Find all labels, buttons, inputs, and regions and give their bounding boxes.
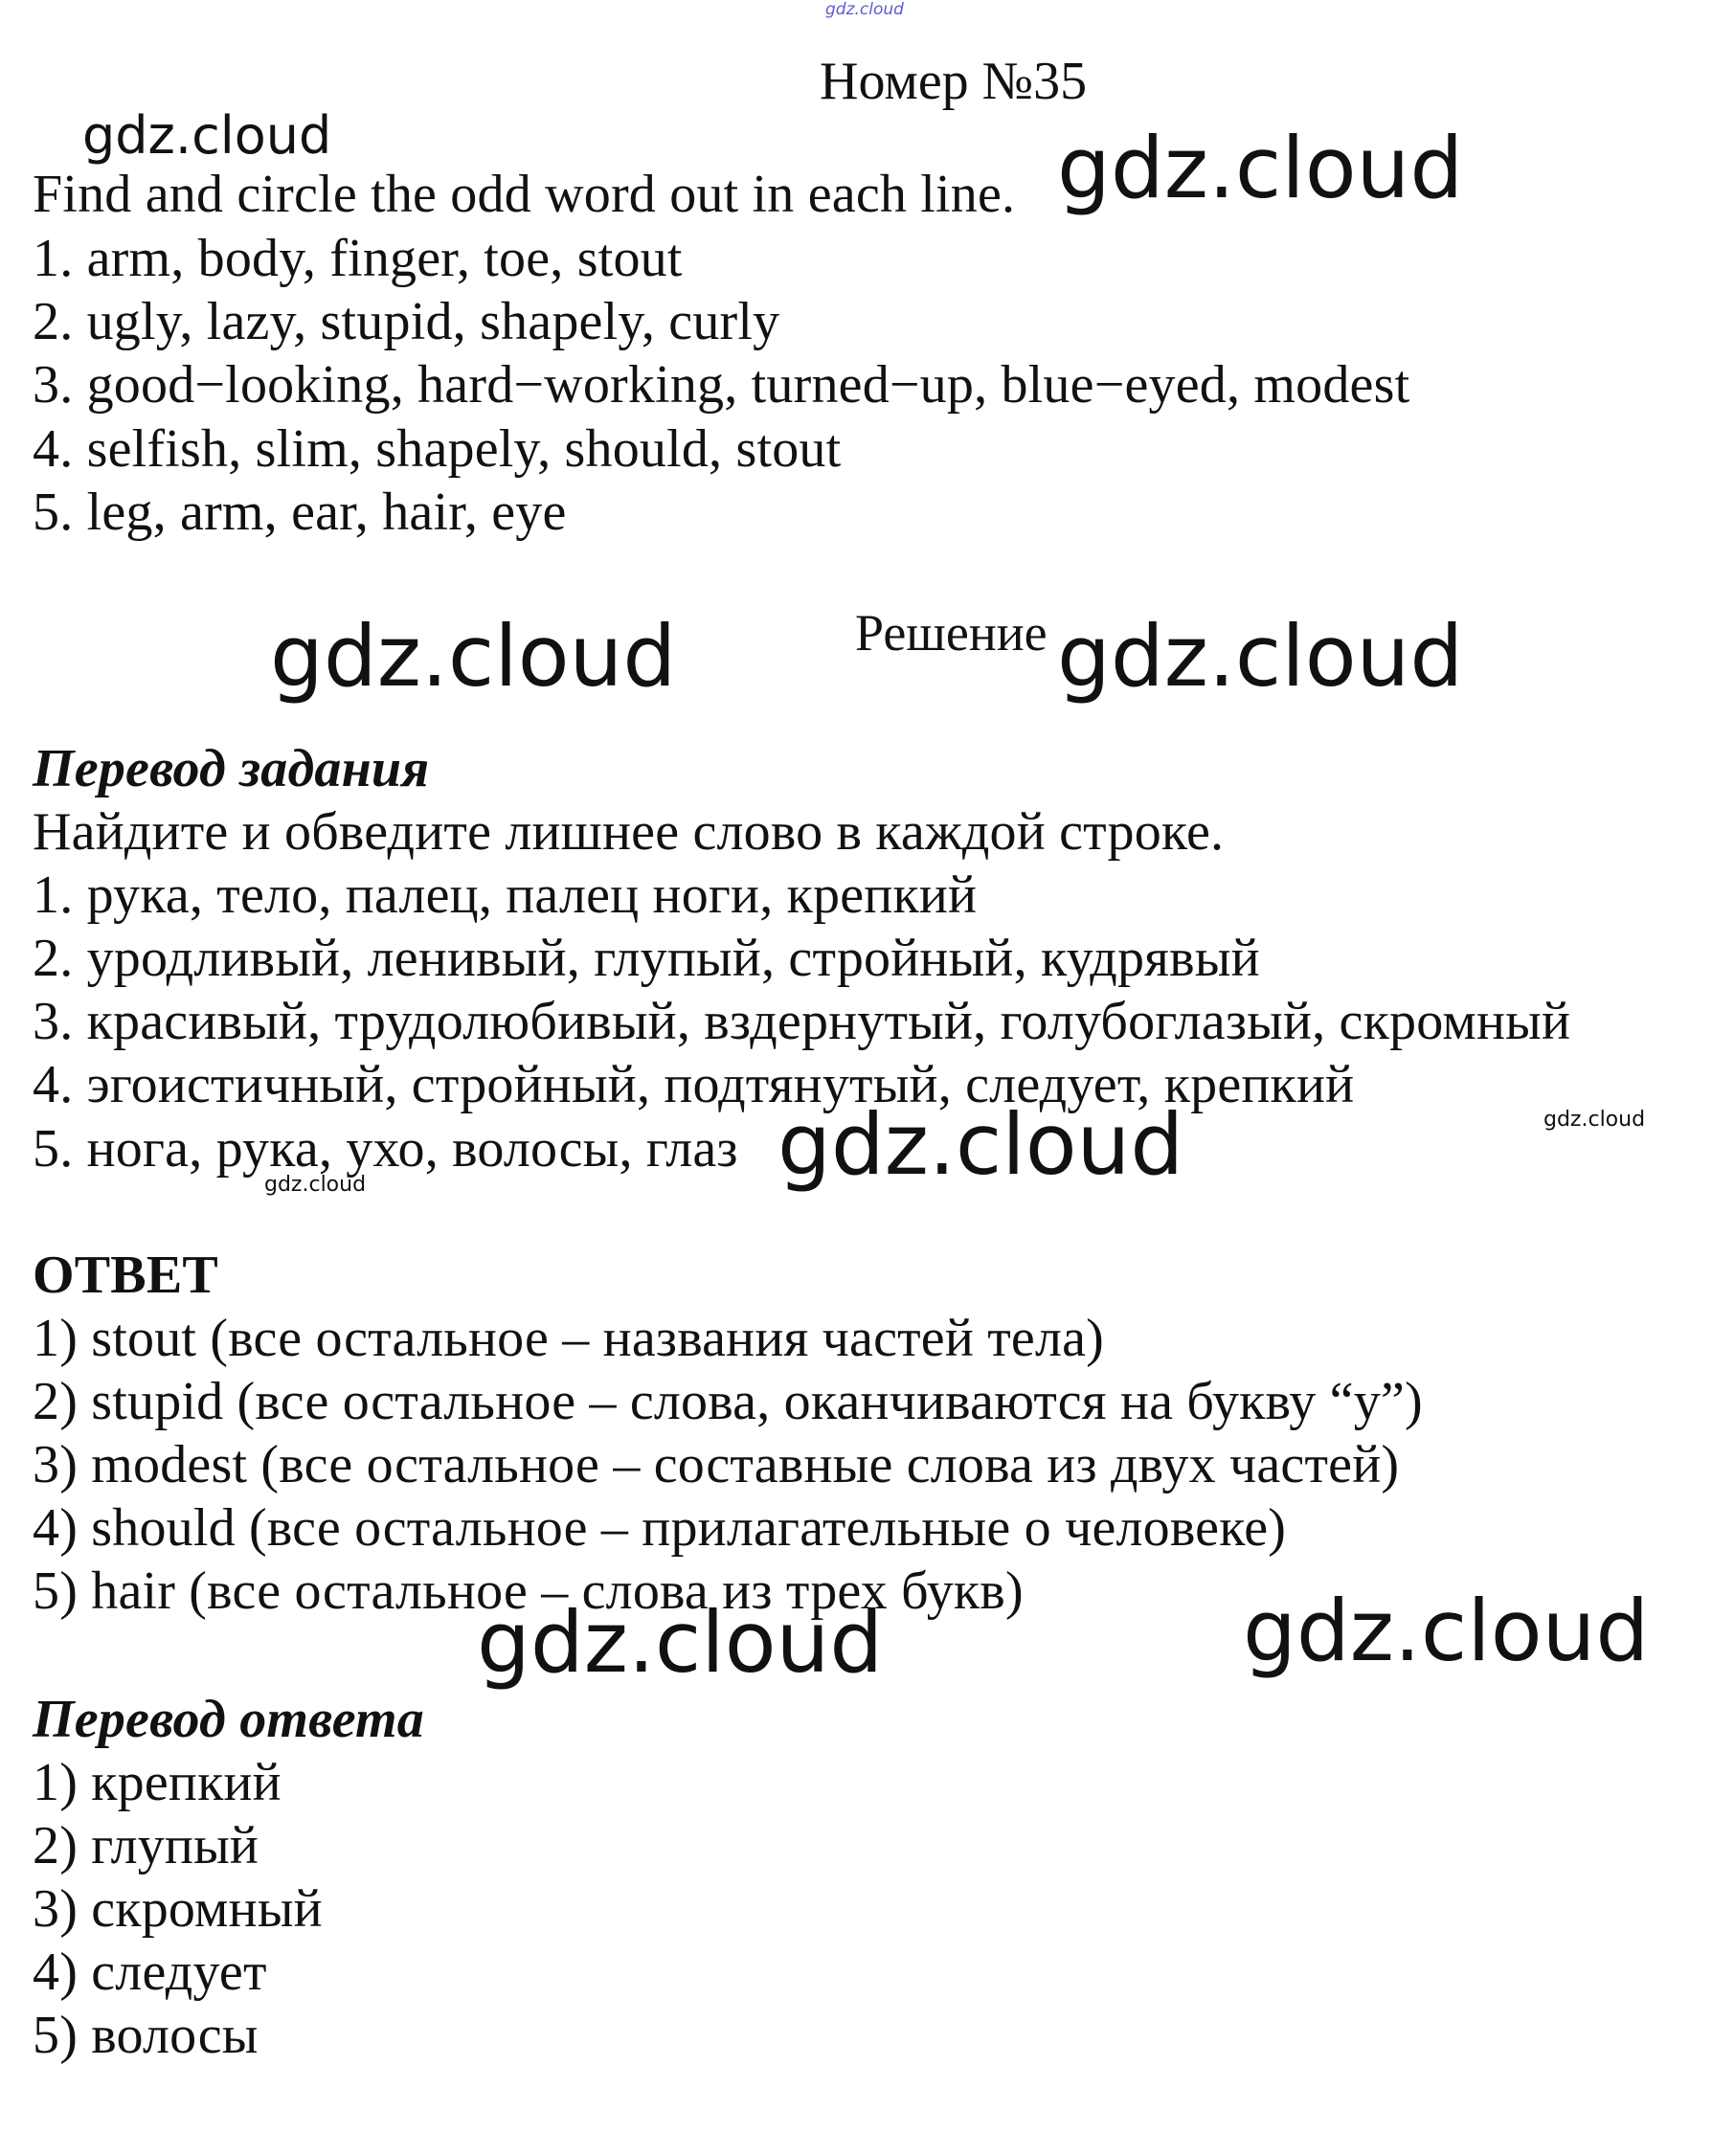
translation-answer-line-3: 3) скромный xyxy=(33,1879,323,1939)
watermark: gdz.cloud xyxy=(477,1593,884,1692)
answer-line-5: 5) hair (все остальное – слова из трех букв) xyxy=(33,1561,1024,1621)
watermark: gdz.cloud xyxy=(264,1173,367,1197)
watermark-top: gdz.cloud xyxy=(825,0,904,19)
translation-task-heading: Перевод задания xyxy=(33,739,430,798)
translation-answer-line-4: 4) следует xyxy=(33,1943,267,2002)
page-title: Номер №35 xyxy=(820,52,1088,111)
solution-label: Решение xyxy=(855,604,1048,662)
task-line-1: 1. arm, body, finger, toe, stout xyxy=(33,229,683,288)
answer-line-2: 2) stupid (все остальное – слова, оканчиваются на букву “y”) xyxy=(33,1372,1423,1431)
translation-task-instruction: Найдите и обведите лишнее слово в каждой строке. xyxy=(33,802,1225,862)
task-line-2: 2. ugly, lazy, stupid, shapely, curly xyxy=(33,292,780,351)
watermark: gdz.cloud xyxy=(1057,607,1464,706)
watermark: gdz.cloud xyxy=(270,607,677,706)
watermark: gdz.cloud xyxy=(82,105,332,166)
watermark: gdz.cloud xyxy=(1543,1108,1646,1132)
answer-line-1: 1) stout (все остальное – названия частей тела) xyxy=(33,1309,1105,1368)
translation-task-line-4: 4. эгоистичный, стройный, подтянутый, следует, крепкий xyxy=(33,1055,1355,1114)
translation-answer-heading: Перевод ответа xyxy=(33,1690,424,1749)
translation-task-line-3: 3. красивый, трудолюбивый, вздернутый, голубоглазый, скромный xyxy=(33,992,1571,1051)
task-line-5: 5. leg, arm, ear, hair, eye xyxy=(33,483,567,542)
answer-line-3: 3) modest (все остальное – составные слова из двух частей) xyxy=(33,1435,1400,1494)
watermark: gdz.cloud xyxy=(1057,119,1464,217)
answer-heading: ОТВЕТ xyxy=(33,1246,218,1305)
translation-answer-line-1: 1) крепкий xyxy=(33,1753,282,1812)
translation-task-line-1: 1. рука, тело, палец, палец ноги, крепкий xyxy=(33,865,978,925)
watermark: gdz.cloud xyxy=(777,1095,1184,1194)
translation-task-line-5: 5. нога, рука, ухо, волосы, глаз xyxy=(33,1119,738,1179)
translation-answer-line-2: 2) глупый xyxy=(33,1816,259,1875)
task-instruction: Find and circle the odd word out in each line. xyxy=(33,165,1016,224)
task-line-4: 4. selfish, slim, shapely, should, stout xyxy=(33,419,842,479)
watermark: gdz.cloud xyxy=(1243,1582,1650,1680)
translation-task-line-2: 2. уродливый, ленивый, глупый, стройный, кудрявый xyxy=(33,929,1260,988)
task-line-3: 3. good−looking, hard−working, turned−up, blue−eyed, modest xyxy=(33,355,1410,415)
translation-answer-line-5: 5) волосы xyxy=(33,2006,259,2065)
answer-line-4: 4) should (все остальное – прилагательные о человеке) xyxy=(33,1498,1287,1558)
